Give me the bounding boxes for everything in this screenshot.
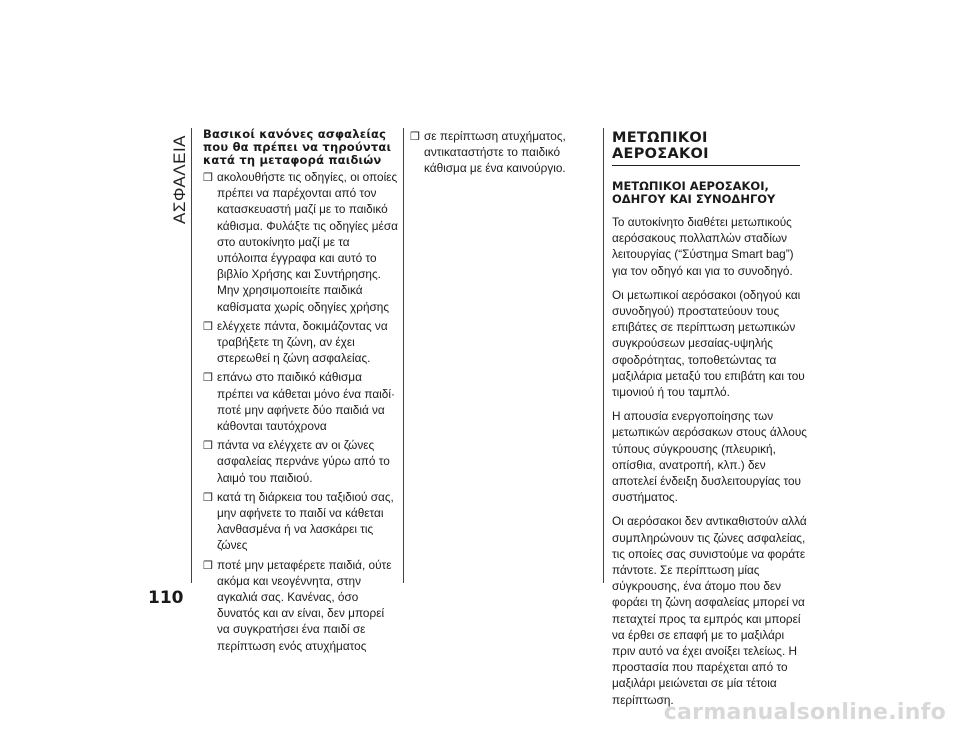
list-item-text: σε περίπτωση ατυχήματος, αντικαταστήστε το παιδικό κάθισμα με ένα καινούργιο.	[424, 129, 566, 176]
section-tab-label: ΑΣΦΑΛΕΙΑ	[170, 134, 189, 224]
child-safety-list	[203, 169, 398, 654]
column-2	[410, 128, 598, 180]
column-divider-2	[603, 128, 604, 583]
checkbox-bullet-icon: ❒	[203, 440, 213, 453]
continued-list	[410, 128, 598, 177]
paragraph: Η απουσία ενεργοποίησης των μετωπικών αερόσακων στους άλλους τύπους σύγκρουσης (πλευρική, οπίσθια, ανατροπή, κλπ.) δεν αποτελεί ένδειξη δυσλειτουργίας του συστήματος.	[612, 409, 807, 505]
list-item-text: κατά τη διάρκεια του ταξιδιού σας, μην αφήνετε το παιδί να κάθεται λανθασμένα ή να λασκάρει τις ζώνες	[217, 489, 394, 553]
checkbox-bullet-icon: ❒	[203, 320, 213, 333]
list-item-text: πάντα να ελέγχετε αν οι ζώνες ασφαλείας περνάνε γύρω από το λαιμό του παιδιού.	[217, 438, 390, 485]
page-number: 110	[148, 588, 184, 608]
checkbox-bullet-icon: ❒	[203, 172, 213, 184]
checkbox-bullet-icon: ❒	[203, 491, 213, 504]
list-item	[203, 557, 398, 654]
list-item-text: ακολουθήστε τις οδηγίες, οι οποίες πρέπει να παρέχονται από τον κατασκευαστή μαζί με το παιδικό κάθισμα. Φυλάξτε τις οδηγίες μέσα στο αυτοκίνητο μαζί με τα υπόλοιπα έγγραφα και αυτό το βιβλίο Χρήσης και Συντήρησης. Μην χρησιμοποιείτε παιδικά καθίσματα χωρίς οδηγίες χρήσης	[217, 170, 398, 314]
column-3	[612, 128, 807, 716]
child-safety-subheading: Βασικοί κανόνες ασφαλείας που θα πρέπει να τηρούνται κατά τη μεταφορά παιδιών	[203, 127, 392, 167]
list-item	[203, 318, 398, 367]
column-divider-1	[403, 128, 404, 583]
airbags-subheading: ΜΕΤΩΠΙΚΟΙ ΑΕΡΟΣΑΚΟΙ, ΟΔΗΓΟΥ ΚΑΙ ΣΥΝΟΔΗΓΟΥ	[612, 179, 776, 206]
paragraph: Το αυτοκίνητο διαθέτει μετωπικούς αερόσακους πολλαπλών σταδίων λειτουργίας (“Σύστημα Smart bag”) για τον οδηγό και για το συνοδηγό.	[612, 215, 794, 278]
paragraph: Οι αερόσακοι δεν αντικαθιστούν αλλά συμπληρώνουν τις ζώνες ασφαλείας, τις οποίες σας συνιστούμε να φοράτε πάντοτε. Σε περίπτωση μίας σύγκρουσης, ένα άτομο που δεν φοράει τη ζώνη ασφαλείας μπορεί να πεταχτεί προς τα εμπρός και μπορεί να έρθει σε επαφή με το μαξιλάρι πριν αυτό να έχει ανοίξει τελείως. Η προστασία που παρέχεται από το μαξιλάρι μειώνεται σε μία τέτοια περίπτωση.	[612, 514, 807, 707]
column-1	[203, 128, 398, 657]
paragraph: Οι μετωπικοί αερόσακοι (οδηγού και συνοδηγού) προστατεύουν τους επιβάτες σε περίπτωση μετωπικών συγκρούσεων μεσαίας-υψηλής σφοδρότητας, τοποθετώντας τα μαξιλάρια μεταξύ του επιβάτη και του τιμονιού ή του ταμπλό.	[612, 287, 805, 400]
list-item-text: ποτέ μην μεταφέρετε παιδιά, ούτε ακόμα και νεογέννητα, στην αγκαλιά σας. Κανένας, όσο δυνατός και αν είναι, δεν μπορεί να συγκρατήσει ένα παιδί σε περίπτωση ενός ατυχήματος	[217, 557, 392, 653]
list-item-text: ελέγχετε πάντα, δοκιμάζοντας να τραβήξετε τη ζώνη, αν έχει στερεωθεί η ζώνη ασφαλείας.	[217, 318, 388, 366]
list-item	[203, 437, 398, 486]
list-item	[203, 169, 398, 315]
list-item	[410, 128, 598, 177]
watermark: carmanualsonline.info	[663, 700, 946, 725]
list-item-text: επάνω στο παιδικό κάθισμα πρέπει να κάθεται μόνο ένα παιδί· ποτέ μην αφήνετε δύο παιδιά να κάθονται ταυτόχρονα	[217, 370, 395, 434]
list-item	[203, 369, 398, 434]
section-side-tab	[168, 128, 190, 224]
list-item	[203, 489, 398, 554]
side-divider	[191, 128, 192, 583]
checkbox-bullet-icon: ❒	[410, 131, 420, 143]
checkbox-bullet-icon: ❒	[203, 559, 213, 572]
checkbox-bullet-icon: ❒	[203, 372, 213, 385]
airbags-section-title: ΜΕΤΩΠΙΚΟΙ ΑΕΡΟΣΑΚΟΙ	[612, 130, 800, 166]
